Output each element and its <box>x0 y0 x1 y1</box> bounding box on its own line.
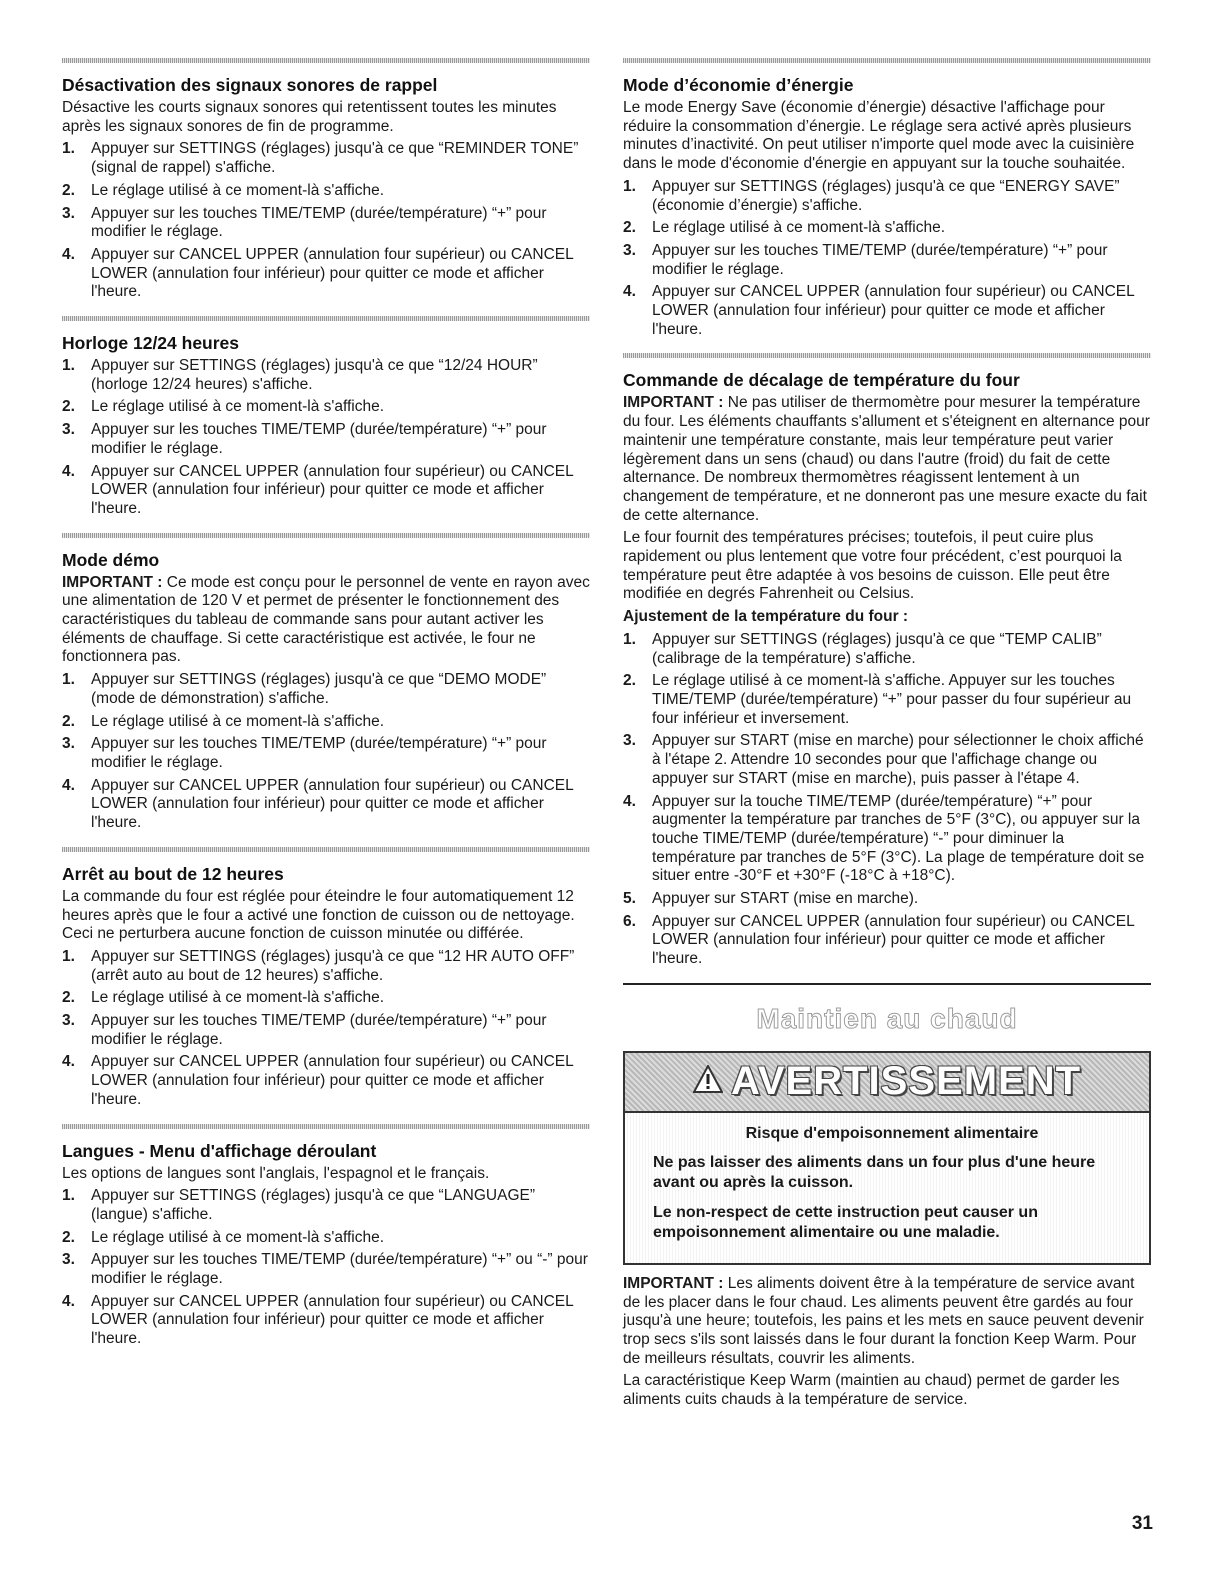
step-item <box>62 205 590 242</box>
step-text: Appuyer sur CANCEL UPPER (annulation four supérieur) ou CANCEL LOWER (annulation four inférieur) pour quitter ce mode et afficher l'heure. <box>91 1292 574 1348</box>
warning-body <box>625 1113 1149 1263</box>
warning-subtitle: Risque d'empoisonnement alimentaire <box>745 1124 1039 1142</box>
step-number: 2. <box>62 1228 75 1246</box>
subheading: Ajustement de la température du four : <box>623 608 909 626</box>
step-number: 3. <box>62 1251 75 1269</box>
step-number: 2. <box>623 219 636 237</box>
step-number: 3. <box>62 204 75 222</box>
section-divider <box>62 533 590 538</box>
section-temperature-offset <box>623 353 1151 968</box>
section-energy-save <box>623 58 1151 339</box>
step-number: 4. <box>623 283 636 301</box>
step-number: 1. <box>62 1187 75 1205</box>
step-text: Appuyer sur les touches TIME/TEMP (durée/température) “+” ou “-” pour modifier le réglage. <box>91 1251 588 1288</box>
step-number: 3. <box>623 241 636 259</box>
section-divider <box>62 1124 590 1129</box>
warning-triangle-icon <box>693 1065 723 1098</box>
step-item <box>623 242 1151 279</box>
step-text: Appuyer sur les touches TIME/TEMP (durée/température) “+” pour modifier le réglage. <box>91 421 547 457</box>
important-label: IMPORTANT : <box>62 573 163 591</box>
step-item <box>62 713 590 732</box>
step-item <box>62 246 590 302</box>
step-item <box>62 140 590 177</box>
step-number: 4. <box>623 792 636 810</box>
step-text: Appuyer sur SETTINGS (réglages) jusqu'à ce que “12 HR AUTO OFF” (arrêt auto au bout de 12 heures) s'affiche. <box>91 947 575 984</box>
steps-list <box>62 1187 590 1349</box>
section-paragraph: La caractéristique Keep Warm (maintien au chaud) permet de garder les aliments cuits chauds à la température de service. <box>623 1372 1120 1409</box>
section-divider <box>623 353 1151 358</box>
step-text: Appuyer sur les touches TIME/TEMP (durée/température) “+” pour modifier le réglage. <box>91 1012 547 1048</box>
steps-list <box>62 140 590 302</box>
step-number: 4. <box>62 1292 75 1310</box>
step-item <box>623 283 1151 339</box>
step-text: Appuyer sur START (mise en marche). <box>652 890 919 908</box>
step-text: Appuyer sur SETTINGS (réglages) jusqu'à ce que “LANGUAGE” (langue) s'affiche. <box>91 1187 536 1223</box>
step-item <box>62 777 590 833</box>
left-column <box>62 58 590 1363</box>
step-text: Appuyer sur la touche TIME/TEMP (durée/température) “+” pour augmenter la température par tranches de 5°F (3°C), ou appuyer sur la touche TIME/TEMP (durée/température) “-” pour diminuer la température par tranches de 5°F (3°C). La plage de température doit se situer entre -30°F et +30°F (-18°C à +18°C). <box>652 792 1145 885</box>
section-demo-mode <box>62 533 590 833</box>
step-number: 6. <box>623 912 636 930</box>
step-item <box>62 1293 590 1349</box>
step-text: Le réglage utilisé à ce moment-là s'affiche. <box>91 989 385 1007</box>
step-text: Le réglage utilisé à ce moment-là s'affiche. <box>91 1228 385 1246</box>
step-item <box>623 672 1151 728</box>
step-text: Le réglage utilisé à ce moment-là s'affiche. <box>91 398 385 416</box>
paragraph-text: Ne pas utiliser de thermomètre pour mesurer la température du four. Les éléments chauffants s'allument et s'éteignent en alternance pour maintenir une température constante, mais leur température peut varier légèrement dans un sens (chaud) ou dans l'autre (froid) du fait de cette alternance. De nombreux thermomètres réagissent lentement à un changement de température, et ne donneront pas une mesure exacte du fait de cette alternance. <box>623 394 1150 524</box>
step-item <box>623 178 1151 215</box>
step-number: 1. <box>62 357 75 375</box>
steps-list <box>623 178 1151 340</box>
step-item <box>62 421 590 458</box>
keep-warm-title: Maintien au chaud <box>756 1002 1018 1034</box>
step-item <box>62 671 590 708</box>
step-number: 1. <box>623 177 636 195</box>
step-number: 2. <box>623 672 636 690</box>
section-clock-12-24 <box>62 316 590 519</box>
step-number: 4. <box>62 1053 75 1071</box>
steps-list <box>623 631 1151 969</box>
step-item <box>62 1251 590 1288</box>
step-item <box>623 890 1151 909</box>
step-text: Appuyer sur CANCEL UPPER (annulation four supérieur) ou CANCEL LOWER (annulation four inférieur) pour quitter ce mode et afficher l'heure. <box>91 776 574 832</box>
step-number: 1. <box>62 947 75 965</box>
section-reminder-tone <box>62 58 590 302</box>
step-item <box>62 1012 590 1049</box>
step-text: Appuyer sur SETTINGS (réglages) jusqu'à ce que “DEMO MODE” (mode de démonstration) s'affiche. <box>91 671 547 707</box>
paragraph-text: Ce mode est conçu pour le personnel de vente en rayon avec une alimentation de 120 V et permet de présenter le fonctionnement des caractéristiques du tableau de commande sans pour autant activer les éléments de chauffage. Si cette caractéristique est activée, le four ne fonctionnera pas. <box>62 573 590 666</box>
warning-header <box>625 1053 1149 1113</box>
warning-instruction: Ne pas laisser des aliments dans un four plus d'une heure avant ou après la cuisson. <box>653 1153 1096 1191</box>
step-number: 4. <box>62 245 75 263</box>
step-item <box>62 1229 590 1248</box>
step-text: Appuyer sur CANCEL UPPER (annulation four supérieur) ou CANCEL LOWER (annulation four inférieur) pour quitter ce mode et afficher l'heure. <box>652 283 1135 338</box>
step-text: Appuyer sur CANCEL UPPER (annulation four supérieur) ou CANCEL LOWER (annulation four inférieur) pour quitter ce mode et afficher l'heure. <box>91 1053 574 1108</box>
step-item <box>62 463 590 519</box>
step-text: Appuyer sur SETTINGS (réglages) jusqu'à ce que “ENERGY SAVE” (économie d’énergie) s'affiche. <box>652 177 1120 214</box>
step-number: 2. <box>62 181 75 199</box>
step-number: 3. <box>62 735 75 753</box>
step-number: 1. <box>62 140 75 158</box>
section-paragraph <box>623 394 1151 525</box>
warning-box <box>623 1051 1151 1265</box>
step-text: Appuyer sur CANCEL UPPER (annulation four supérieur) ou CANCEL LOWER (annulation four inférieur) pour quitter ce mode et afficher l'heure. <box>91 245 574 301</box>
step-item <box>623 732 1151 788</box>
step-item <box>623 631 1151 668</box>
section-paragraph <box>62 99 590 136</box>
step-number: 3. <box>623 732 636 750</box>
section-paragraph <box>62 1165 590 1184</box>
steps-list <box>62 948 590 1110</box>
paragraph-text: Les options de langues sont l'anglais, l'espagnol et le français. <box>62 1164 490 1182</box>
step-text: Le réglage utilisé à ce moment-là s'affiche. Appuyer sur les touches TIME/TEMP (durée/température) “+” pour passer du four supérieur au four inférieur et inversement. <box>652 672 1132 727</box>
section-keep-warm <box>623 983 1151 1410</box>
section-12hr-auto-off <box>62 847 590 1110</box>
step-item <box>62 735 590 772</box>
section-title: Horloge 12/24 heures <box>62 333 240 354</box>
step-text: Appuyer sur les touches TIME/TEMP (durée/température) “+” pour modifier le réglage. <box>91 735 547 771</box>
step-number: 2. <box>62 989 75 1007</box>
section-title: Désactivation des signaux sonores de rappel <box>62 75 438 95</box>
section-rule <box>623 983 1151 985</box>
paragraph-text: Désactive les courts signaux sonores qui retentissent toutes les minutes après les signaux sonores de fin de programme. <box>62 99 557 135</box>
step-item <box>623 913 1151 969</box>
step-text: Appuyer sur les touches TIME/TEMP (durée/température) “+” pour modifier le réglage. <box>91 204 547 241</box>
step-text: Le réglage utilisé à ce moment-là s'affiche. <box>652 219 946 237</box>
step-number: 1. <box>62 671 75 689</box>
step-number: 4. <box>62 776 75 794</box>
section-title: Commande de décalage de température du four <box>623 370 1020 391</box>
warning-consequence: Le non-respect de cette instruction peut causer un empoisonnement alimentaire ou une maladie. <box>653 1203 1038 1241</box>
step-text: Appuyer sur CANCEL UPPER (annulation four supérieur) ou CANCEL LOWER (annulation four inférieur) pour quitter ce mode et afficher l'heure. <box>652 912 1135 968</box>
section-divider <box>62 847 590 852</box>
section-divider <box>62 316 590 321</box>
step-item <box>623 219 1151 238</box>
step-item <box>62 1053 590 1109</box>
step-number: 1. <box>623 630 636 648</box>
section-paragraph <box>623 1275 1151 1369</box>
step-text: Appuyer sur SETTINGS (réglages) jusqu'à ce que “TEMP CALIB” (calibrage de la température) s'affiche. <box>652 630 1102 667</box>
step-number: 2. <box>62 712 75 730</box>
section-paragraph: Le four fournit des températures précises; toutefois, il peut cuire plus rapidement ou plus lentement que votre four précédent, c’est pourquoi la température peut être adaptée à vos besoins de cuisson. Elle peut être modifiée en degrés Fahrenheit ou Celsius. <box>623 529 1122 603</box>
step-item <box>62 1187 590 1224</box>
step-text: Appuyer sur les touches TIME/TEMP (durée/température) “+” pour modifier le réglage. <box>652 241 1108 278</box>
section-divider <box>623 58 1151 63</box>
section-language-menu <box>62 1124 590 1349</box>
step-number: 3. <box>62 421 75 439</box>
step-number: 4. <box>62 462 75 480</box>
step-item <box>623 793 1151 887</box>
step-text: Appuyer sur SETTINGS (réglages) jusqu'à ce que “12/24 HOUR” (horloge 12/24 heures) s'affiche. <box>91 357 538 393</box>
section-paragraph <box>62 888 590 944</box>
step-text: Appuyer sur SETTINGS (réglages) jusqu'à ce que “REMINDER TONE” (signal de rappel) s'affiche. <box>91 140 579 177</box>
paragraph-text: La commande du four est réglée pour éteindre le four automatiquement 12 heures après que le four a activé une fonction de cuisson ou de nettoyage. Ceci ne perturbera aucune fonction de cuisson minutée ou différée. <box>62 887 575 943</box>
step-number: 5. <box>623 890 636 908</box>
step-number: 3. <box>62 1012 75 1030</box>
step-item <box>62 357 590 394</box>
section-title: Mode démo <box>62 549 160 570</box>
step-number: 2. <box>62 398 75 416</box>
important-label: IMPORTANT : <box>623 1274 724 1292</box>
steps-list <box>62 671 590 833</box>
section-title: Mode d’économie d’énergie <box>623 75 854 95</box>
step-item <box>62 989 590 1008</box>
section-paragraph <box>62 574 590 668</box>
step-text: Le réglage utilisé à ce moment-là s'affiche. <box>91 712 385 730</box>
section-title: Arrêt au bout de 12 heures <box>62 863 284 884</box>
step-text: Appuyer sur START (mise en marche) pour sélectionner le choix affiché à l'étape 2. Attendre 10 secondes pour que l'affichage change ou appuyer sur START (mise en marche), puis passer à l'étape 4. <box>652 732 1144 787</box>
step-text: Le réglage utilisé à ce moment-là s'affiche. <box>91 181 385 199</box>
step-item <box>62 398 590 417</box>
step-item <box>62 948 590 985</box>
step-text: Appuyer sur CANCEL UPPER (annulation four supérieur) ou CANCEL LOWER (annulation four inférieur) pour quitter ce mode et afficher l'heure. <box>91 462 574 517</box>
section-divider <box>62 58 590 63</box>
section-title: Langues - Menu d'affichage déroulant <box>62 1140 377 1161</box>
step-item <box>62 182 590 201</box>
important-label: IMPORTANT : <box>623 394 724 412</box>
paragraph-text: Les aliments doivent être à la température de service avant de les placer dans le four chaud. Les aliments peuvent être gardés au four jusqu'à une heure; toutefois, les pains et les mets en sauce peuvent devenir trop secs s'ils sont laissés dans le four durant la fonction Keep Warm. Pour de meilleurs résultats, couvrir les aliments. <box>623 1274 1144 1367</box>
right-column <box>623 58 1151 1424</box>
warning-word: AVERTISSEMENT <box>730 1059 1082 1104</box>
page-number: 31 <box>1131 1513 1153 1534</box>
section-paragraph: Le mode Energy Save (économie d’énergie) désactive l'affichage pour réduire la consommation d’énergie. Le réglage sera activé après plusieurs minutes d’inactivité. On peut utiliser n'importe quel mode avec la cuisinière dans le mode d'économie d'énergie en appuyant sur la touche souhaitée. <box>623 99 1135 173</box>
steps-list <box>62 357 590 519</box>
